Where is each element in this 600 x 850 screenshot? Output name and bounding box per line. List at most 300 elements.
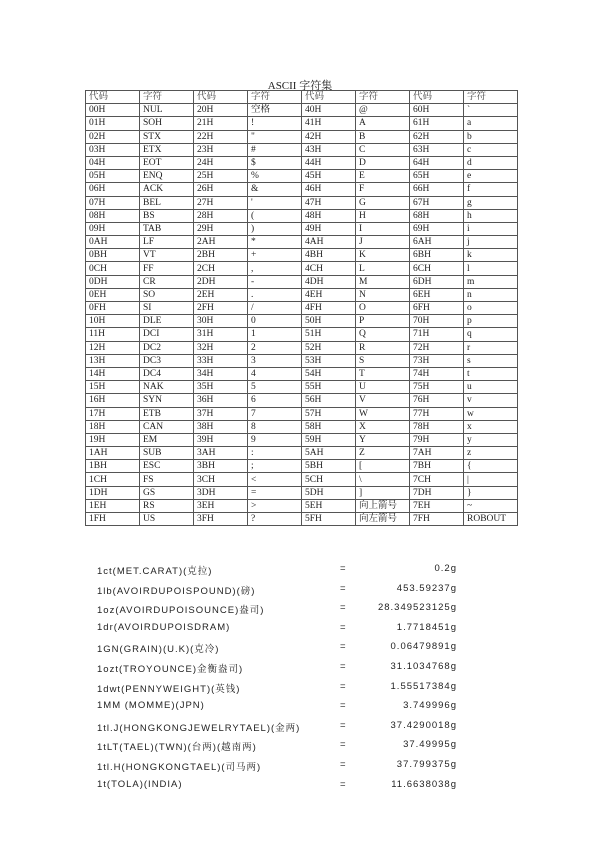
table-row: [86, 433, 518, 446]
code-cell: 0AH: [86, 236, 140, 249]
code-cell: 31H: [194, 328, 248, 341]
code-cell: 0EH: [86, 288, 140, 301]
conversion-item: [97, 583, 477, 603]
char-cell: >: [248, 499, 302, 512]
table-row: [86, 407, 518, 420]
char-cell: =: [248, 486, 302, 499]
unit-label: 1GN(GRAIN)(U.K)(克冷): [97, 644, 220, 656]
unit-value: 0.2g: [434, 563, 457, 574]
char-cell: i: [464, 222, 518, 235]
char-cell: B: [356, 130, 410, 143]
unit-label: 1tl.J(HONGKONGJEWELRYTAEL)(金两): [97, 722, 301, 734]
code-cell: 78H: [410, 420, 464, 433]
table-row: [86, 156, 518, 169]
code-cell: 2AH: [194, 236, 248, 249]
table-row: [86, 236, 518, 249]
code-cell: 代码: [302, 91, 356, 104]
code-cell: 5FH: [302, 513, 356, 526]
char-cell: -: [248, 275, 302, 288]
equals-sign: =: [340, 680, 347, 692]
code-cell: 3BH: [194, 460, 248, 473]
code-cell: 10H: [86, 315, 140, 328]
char-cell: K: [356, 249, 410, 262]
code-cell: 6DH: [410, 275, 464, 288]
code-cell: 05H: [86, 170, 140, 183]
unit-label: 1tLT(TAEL)(TWN)(台两)(越南两): [97, 742, 257, 754]
char-cell: ': [248, 196, 302, 209]
code-cell: 47H: [302, 196, 356, 209]
code-cell: 43H: [302, 143, 356, 156]
char-cell: `: [464, 104, 518, 117]
char-cell: +: [248, 249, 302, 262]
code-cell: 72H: [410, 341, 464, 354]
char-cell: 3: [248, 354, 302, 367]
code-cell: 70H: [410, 315, 464, 328]
table-row: [86, 288, 518, 301]
equals-sign: =: [340, 719, 347, 731]
char-cell: r: [464, 341, 518, 354]
unit-value: 3.749996g: [403, 700, 457, 712]
char-cell: G: [356, 196, 410, 209]
conversion-item: [97, 759, 477, 779]
char-cell: %: [248, 170, 302, 183]
code-cell: 23H: [194, 143, 248, 156]
code-cell: 1BH: [86, 460, 140, 473]
code-cell: 1EH: [86, 499, 140, 512]
char-cell: T: [356, 367, 410, 380]
char-cell: X: [356, 420, 410, 433]
char-cell: O: [356, 302, 410, 315]
char-cell: VT: [140, 249, 194, 262]
table-row: [86, 249, 518, 262]
char-cell: ACK: [140, 183, 194, 196]
equals-sign: =: [340, 621, 347, 633]
weight-conversion-list: [97, 563, 477, 798]
char-cell: *: [248, 236, 302, 249]
table-row: [86, 420, 518, 433]
unit-value: 37.4290018g: [390, 719, 457, 731]
char-cell: @: [356, 104, 410, 117]
code-cell: 3DH: [194, 486, 248, 499]
char-cell: p: [464, 315, 518, 328]
code-cell: 1DH: [86, 486, 140, 499]
char-cell: EM: [140, 433, 194, 446]
conversion-item: [97, 779, 477, 799]
char-cell: ]: [356, 486, 410, 499]
code-cell: 0DH: [86, 275, 140, 288]
code-cell: 73H: [410, 354, 464, 367]
char-cell: P: [356, 315, 410, 328]
code-cell: 44H: [302, 156, 356, 169]
code-cell: 03H: [86, 143, 140, 156]
code-cell: 42H: [302, 130, 356, 143]
char-cell: V: [356, 394, 410, 407]
code-cell: 34H: [194, 367, 248, 380]
code-cell: 58H: [302, 420, 356, 433]
code-cell: 75H: [410, 381, 464, 394]
char-cell: {: [464, 460, 518, 473]
code-cell: 68H: [410, 209, 464, 222]
code-cell: 08H: [86, 209, 140, 222]
code-cell: 74H: [410, 367, 464, 380]
code-cell: 17H: [86, 407, 140, 420]
code-cell: 0BH: [86, 249, 140, 262]
code-cell: 45H: [302, 170, 356, 183]
char-cell: 7: [248, 407, 302, 420]
code-cell: 35H: [194, 381, 248, 394]
table-row: [86, 143, 518, 156]
code-cell: 6FH: [410, 302, 464, 315]
char-cell: h: [464, 209, 518, 222]
char-cell: ETB: [140, 407, 194, 420]
code-cell: 20H: [194, 104, 248, 117]
code-cell: 06H: [86, 183, 140, 196]
code-cell: 69H: [410, 222, 464, 235]
code-cell: 65H: [410, 170, 464, 183]
char-cell: &: [248, 183, 302, 196]
char-cell: SI: [140, 302, 194, 315]
table-row: [86, 104, 518, 117]
code-cell: 4BH: [302, 249, 356, 262]
char-cell: g: [464, 196, 518, 209]
char-cell: NUL: [140, 104, 194, 117]
char-cell: CAN: [140, 420, 194, 433]
char-cell: ?: [248, 513, 302, 526]
code-cell: 6CH: [410, 262, 464, 275]
char-cell: GS: [140, 486, 194, 499]
table-row: [86, 367, 518, 380]
char-cell: k: [464, 249, 518, 262]
code-cell: 28H: [194, 209, 248, 222]
code-cell: 00H: [86, 104, 140, 117]
code-cell: 46H: [302, 183, 356, 196]
char-cell: NAK: [140, 381, 194, 394]
char-cell: d: [464, 156, 518, 169]
char-cell: W: [356, 407, 410, 420]
code-cell: 01H: [86, 117, 140, 130]
code-cell: 15H: [86, 381, 140, 394]
char-cell: SUB: [140, 447, 194, 460]
code-cell: 54H: [302, 367, 356, 380]
table-header-row: [86, 91, 518, 104]
char-cell: y: [464, 433, 518, 446]
unit-value: 28.349523125g: [377, 602, 457, 614]
code-cell: 6EH: [410, 288, 464, 301]
code-cell: 39H: [194, 433, 248, 446]
char-cell: ,: [248, 262, 302, 275]
code-cell: 7EH: [410, 499, 464, 512]
unit-value: 37.799375g: [396, 758, 457, 770]
code-cell: 53H: [302, 354, 356, 367]
char-cell: \: [356, 473, 410, 486]
char-cell: ENQ: [140, 170, 194, 183]
char-cell: DC4: [140, 367, 194, 380]
table-row: [86, 513, 518, 526]
table-row: [86, 130, 518, 143]
table-row: [86, 275, 518, 288]
code-cell: 33H: [194, 354, 248, 367]
char-cell: v: [464, 394, 518, 407]
char-cell: x: [464, 420, 518, 433]
char-cell: L: [356, 262, 410, 275]
char-cell: A: [356, 117, 410, 130]
code-cell: 代码: [86, 91, 140, 104]
code-cell: 52H: [302, 341, 356, 354]
conversion-item: [97, 602, 477, 622]
char-cell: #: [248, 143, 302, 156]
char-cell: :: [248, 447, 302, 460]
unit-label: 1ct(MET.CARAT)(克拉): [97, 566, 213, 577]
code-cell: 1AH: [86, 447, 140, 460]
char-cell: J: [356, 236, 410, 249]
code-cell: 41H: [302, 117, 356, 130]
char-cell: Z: [356, 447, 410, 460]
code-cell: 02H: [86, 130, 140, 143]
code-cell: 2BH: [194, 249, 248, 262]
conversion-item: [97, 622, 477, 642]
char-cell: 9: [248, 433, 302, 446]
char-cell: 字符: [140, 91, 194, 104]
char-cell: FS: [140, 473, 194, 486]
code-cell: 79H: [410, 433, 464, 446]
char-cell: M: [356, 275, 410, 288]
table-row: [86, 302, 518, 315]
code-cell: 49H: [302, 222, 356, 235]
code-cell: 38H: [194, 420, 248, 433]
unit-label: 1oz(AVOIRDUPOISOUNCE)盎司): [97, 605, 265, 617]
char-cell: DCI: [140, 328, 194, 341]
char-cell: SOH: [140, 117, 194, 130]
code-cell: 56H: [302, 394, 356, 407]
code-cell: 4CH: [302, 262, 356, 275]
char-cell: CR: [140, 275, 194, 288]
char-cell: z: [464, 447, 518, 460]
table-row: [86, 460, 518, 473]
code-cell: 25H: [194, 170, 248, 183]
code-cell: 09H: [86, 222, 140, 235]
code-cell: 18H: [86, 420, 140, 433]
code-cell: 07H: [86, 196, 140, 209]
char-cell: H: [356, 209, 410, 222]
code-cell: 1CH: [86, 473, 140, 486]
char-cell: ;: [248, 460, 302, 473]
conversion-item: [97, 739, 477, 759]
code-cell: 5BH: [302, 460, 356, 473]
code-cell: 0FH: [86, 302, 140, 315]
char-cell: RS: [140, 499, 194, 512]
char-cell: u: [464, 381, 518, 394]
char-cell: C: [356, 143, 410, 156]
equals-sign: =: [340, 641, 347, 653]
code-cell: 11H: [86, 328, 140, 341]
table-row: [86, 196, 518, 209]
unit-value: 37.49995g: [403, 739, 457, 751]
char-cell: DC3: [140, 354, 194, 367]
unit-label: 1tl.H(HONGKONGTAEL)(司马两): [97, 761, 262, 773]
code-cell: 22H: [194, 130, 248, 143]
table-row: [86, 183, 518, 196]
char-cell: ": [248, 130, 302, 143]
char-cell: U: [356, 381, 410, 394]
char-cell: ): [248, 222, 302, 235]
table-title: ASCII 字符集: [267, 80, 333, 92]
char-cell: }: [464, 486, 518, 499]
code-cell: 37H: [194, 407, 248, 420]
char-cell: BS: [140, 209, 194, 222]
code-cell: 67H: [410, 196, 464, 209]
unit-label: 1lb(AVOIRDUPOISPOUND)(磅): [97, 585, 256, 597]
unit-label: 1t(TOLA)(INDIA): [97, 778, 183, 790]
char-cell: DLE: [140, 315, 194, 328]
code-cell: 3CH: [194, 473, 248, 486]
conversion-item: [97, 720, 477, 740]
table-row: [86, 473, 518, 486]
code-cell: 1FH: [86, 513, 140, 526]
code-cell: 30H: [194, 315, 248, 328]
unit-value: 31.1034768g: [390, 660, 457, 672]
unit-label: 1dwt(PENNYWEIGHT)(英钱): [97, 683, 241, 695]
char-cell: (: [248, 209, 302, 222]
table-row: [86, 486, 518, 499]
ascii-table: [85, 90, 518, 526]
char-cell: 0: [248, 315, 302, 328]
code-cell: 3FH: [194, 513, 248, 526]
char-cell: N: [356, 288, 410, 301]
char-cell: FF: [140, 262, 194, 275]
table-row: [86, 341, 518, 354]
code-cell: 5EH: [302, 499, 356, 512]
char-cell: 5: [248, 381, 302, 394]
table-row: [86, 328, 518, 341]
code-cell: 60H: [410, 104, 464, 117]
char-cell: EOT: [140, 156, 194, 169]
char-cell: ROBOUT: [464, 513, 518, 526]
unit-value: 1.7718451g: [396, 621, 457, 633]
table-row: [86, 315, 518, 328]
table-row: [86, 222, 518, 235]
code-cell: 61H: [410, 117, 464, 130]
char-cell: q: [464, 328, 518, 341]
equals-sign: =: [340, 758, 347, 770]
code-cell: 5AH: [302, 447, 356, 460]
unit-value: 0.06479891g: [390, 641, 457, 653]
code-cell: 4DH: [302, 275, 356, 288]
code-cell: 3AH: [194, 447, 248, 460]
code-cell: 代码: [410, 91, 464, 104]
code-cell: 6AH: [410, 236, 464, 249]
table-row: [86, 354, 518, 367]
table-row: [86, 209, 518, 222]
char-cell: n: [464, 288, 518, 301]
code-cell: 63H: [410, 143, 464, 156]
code-cell: 12H: [86, 341, 140, 354]
char-cell: o: [464, 302, 518, 315]
char-cell: ETX: [140, 143, 194, 156]
char-cell: m: [464, 275, 518, 288]
code-cell: 2EH: [194, 288, 248, 301]
equals-sign: =: [340, 778, 347, 790]
char-cell: a: [464, 117, 518, 130]
code-cell: 13H: [86, 354, 140, 367]
unit-value: 453.59237g: [396, 582, 457, 594]
unit-label: 1MM (MOMME)(JPN): [97, 700, 205, 712]
char-cell: ~: [464, 499, 518, 512]
char-cell: /: [248, 302, 302, 315]
table-row: [86, 262, 518, 275]
char-cell: SO: [140, 288, 194, 301]
equals-sign: =: [340, 563, 347, 574]
char-cell: Q: [356, 328, 410, 341]
char-cell: .: [248, 288, 302, 301]
code-cell: 66H: [410, 183, 464, 196]
char-cell: 4: [248, 367, 302, 380]
code-cell: 7BH: [410, 460, 464, 473]
code-cell: 2CH: [194, 262, 248, 275]
equals-sign: =: [340, 739, 347, 751]
unit-value: 1.55517384g: [390, 680, 457, 692]
conversion-item: [97, 641, 477, 661]
equals-sign: =: [340, 602, 347, 614]
char-cell: US: [140, 513, 194, 526]
code-cell: 50H: [302, 315, 356, 328]
char-cell: 8: [248, 420, 302, 433]
code-cell: 4AH: [302, 236, 356, 249]
conversion-item: [97, 681, 477, 701]
code-cell: 04H: [86, 156, 140, 169]
code-cell: 2FH: [194, 302, 248, 315]
code-cell: 55H: [302, 381, 356, 394]
code-cell: 59H: [302, 433, 356, 446]
table-row: [86, 499, 518, 512]
char-cell: 1: [248, 328, 302, 341]
unit-label: 1dr(AVOIRDUPOISDRAM): [97, 621, 231, 633]
code-cell: 7CH: [410, 473, 464, 486]
char-cell: 2: [248, 341, 302, 354]
code-cell: 代码: [194, 91, 248, 104]
char-cell: b: [464, 130, 518, 143]
code-cell: 64H: [410, 156, 464, 169]
code-cell: 6BH: [410, 249, 464, 262]
conversion-item: [97, 700, 477, 720]
unit-value: 11.6638038g: [391, 778, 457, 790]
char-cell: t: [464, 367, 518, 380]
code-cell: 14H: [86, 367, 140, 380]
code-cell: 51H: [302, 328, 356, 341]
char-cell: SYN: [140, 394, 194, 407]
code-cell: 27H: [194, 196, 248, 209]
code-cell: 7AH: [410, 447, 464, 460]
code-cell: 0CH: [86, 262, 140, 275]
char-cell: E: [356, 170, 410, 183]
char-cell: 向左箭号: [356, 513, 410, 526]
code-cell: 3EH: [194, 499, 248, 512]
char-cell: |: [464, 473, 518, 486]
table-row: [86, 394, 518, 407]
code-cell: 48H: [302, 209, 356, 222]
char-cell: w: [464, 407, 518, 420]
char-cell: 字符: [248, 91, 302, 104]
code-cell: 2DH: [194, 275, 248, 288]
code-cell: 4FH: [302, 302, 356, 315]
code-cell: 71H: [410, 328, 464, 341]
char-cell: [: [356, 460, 410, 473]
char-cell: l: [464, 262, 518, 275]
table-row: [86, 117, 518, 130]
code-cell: 40H: [302, 104, 356, 117]
code-cell: 29H: [194, 222, 248, 235]
char-cell: S: [356, 354, 410, 367]
char-cell: TAB: [140, 222, 194, 235]
